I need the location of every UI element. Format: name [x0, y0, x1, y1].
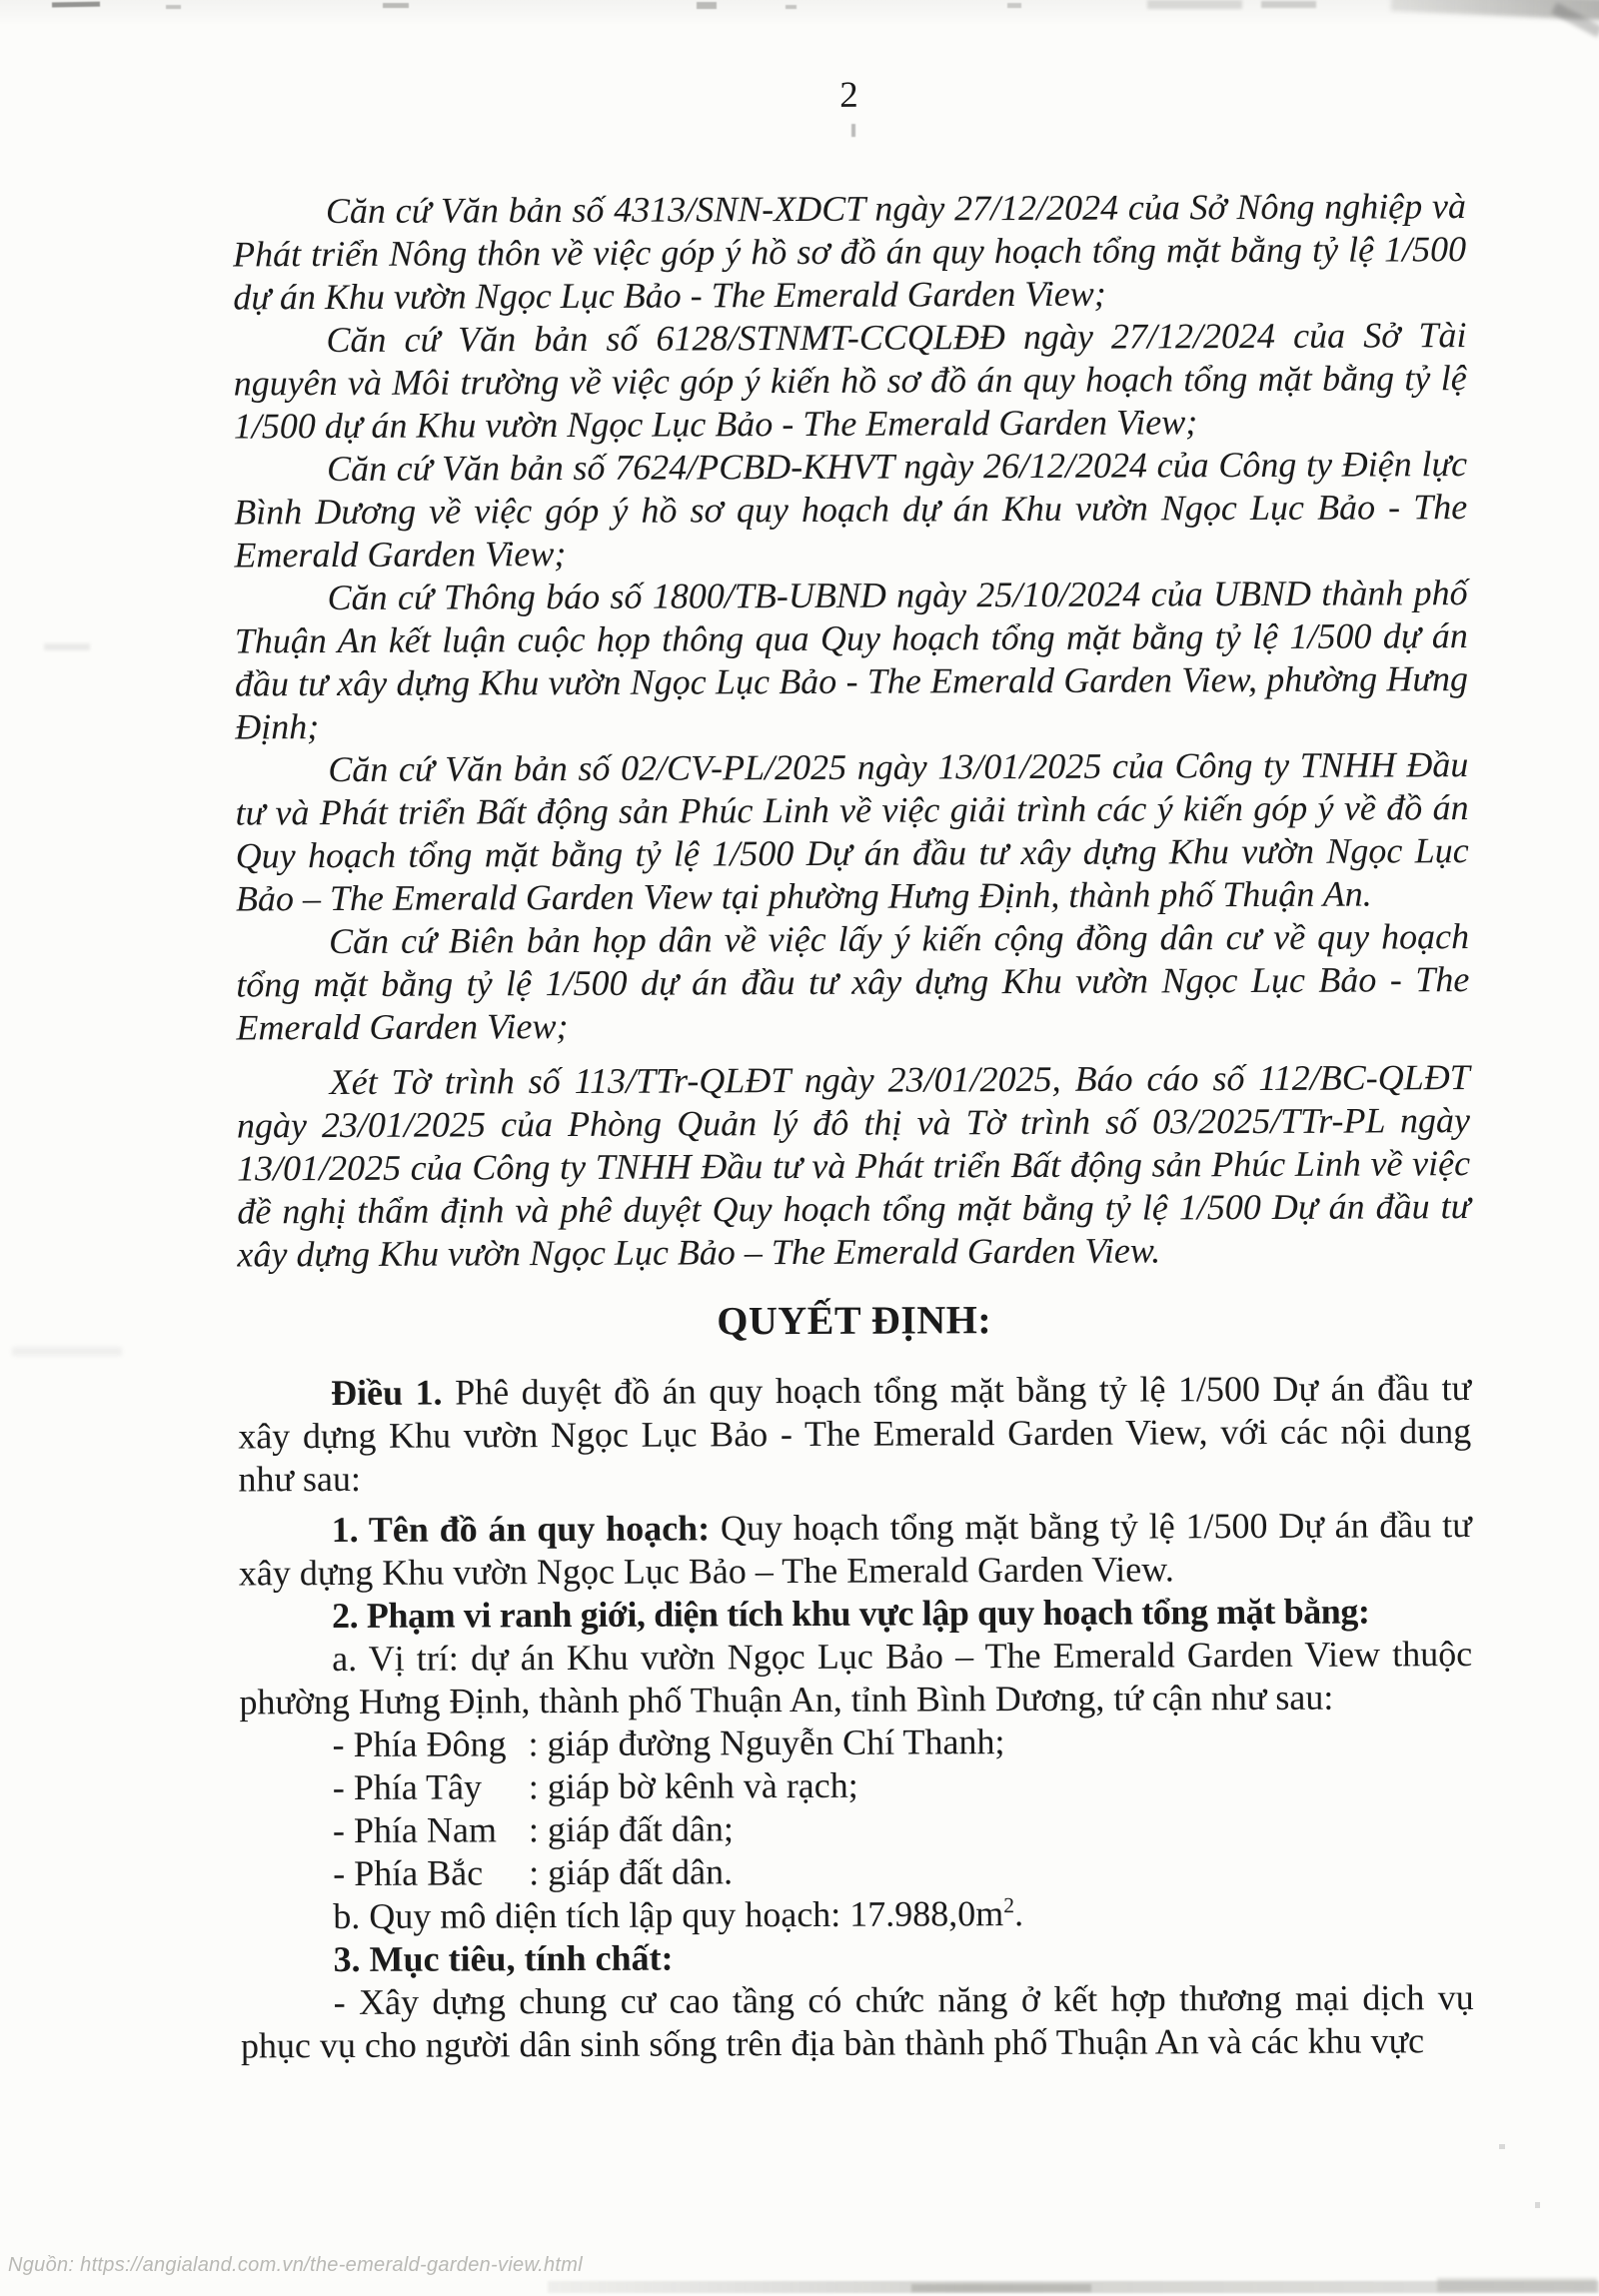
- article-1-text: Phê duyệt đồ án quy hoạch tổng mặt bằng tỷ lệ 1/500 Dự án đầu tư xây dựng Khu vườn Ngọc Lục Bảo - The Emerald Garden View, với các nội dung như sau:: [238, 1368, 1472, 1500]
- decision-heading: QUYẾT ĐỊNH:: [717, 1297, 992, 1344]
- boundary-value: : giáp đường Nguyễn Chí Thanh;: [528, 1722, 1005, 1764]
- area-text: b. Quy mô diện tích lập quy hoạch: 17.988,0m: [333, 1893, 1004, 1937]
- boundary-value: : giáp đất dân.: [529, 1851, 734, 1893]
- preamble-paragraph: Căn cứ Biên bản họp dân về việc lấy ý kiến cộng đồng dân cư về quy hoạch tổng mặt bằng tỷ lệ 1/500 dự án đầu tư xây dựng Khu vườn Ngọc Lục Bảo - The Emerald Garden View;: [236, 916, 1470, 1048]
- preamble-paragraph: Căn cứ Văn bản số 6128/STNMT-CCQLĐĐ ngày 27/12/2024 của Sở Tài nguyên và Môi trường về việc góp ý kiến hồ sơ đồ án quy hoạch tổng mặt bằng tỷ lệ 1/500 dự án Khu vườn Ngọc Lục Bảo - The Emerald Garden View;: [233, 315, 1467, 447]
- section-1-paragraph: [239, 1504, 1472, 1595]
- source-watermark: Nguồn: https://angialand.com.vn/the-emerald-garden-view.html: [8, 2254, 583, 2276]
- area-paragraph: [240, 1890, 1473, 1938]
- preamble-section: [233, 185, 1471, 1276]
- preamble-paragraph: Căn cứ Văn bản số 7624/PCBD-KHVT ngày 26/12/2024 của Công ty Điện lực Bình Dương về việc góp ý hồ sơ quy hoạch dự án Khu vườn Ngọc Lục Bảo - The Emerald Garden View;: [234, 444, 1468, 575]
- boundary-value: : giáp đất dân;: [528, 1808, 735, 1850]
- boundary-row-north: [240, 1847, 1473, 1895]
- article-1-paragraph: [238, 1367, 1472, 1501]
- document-body: [233, 185, 1474, 2067]
- objective-paragraph: - Xây dựng chung cư cao tầng có chức năng ở kết hợp thương mại dịch vụ phục vụ cho người dân sinh sống trên địa bàn thành phố Thuận An và các khu vực: [240, 1977, 1474, 2066]
- boundary-value: : giáp bờ kênh và rạch;: [528, 1764, 858, 1807]
- preamble-paragraph-xet-to-trinh: Xét Tờ trình số 113/TTr-QLĐT ngày 23/01/2025, Báo cáo số 112/BC-QLĐT ngày 23/01/2025 của Phòng Quản lý đô thị và Tờ trình số 03/2025/TTr-PL ngày 13/01/2025 của Công ty TNHH Đầu tư và Phát triển Bất động sản Phúc Linh về việc đề nghị thẩm định và phê duyệt Quy hoạch tổng mặt bằng tỷ lệ 1/500 Dự án đầu tư xây dựng Khu vườn Ngọc Lục Bảo – The Emerald Garden View.: [236, 1057, 1471, 1275]
- boundary-label: - Phía Tây: [332, 1766, 483, 1808]
- article-1-label: Điều 1.: [330, 1372, 443, 1414]
- area-period: .: [1013, 1893, 1024, 1934]
- boundary-row-west: [240, 1761, 1473, 1809]
- section-1-heading: 1. Tên đồ án quy hoạch:: [331, 1508, 711, 1551]
- section-1-text: Quy hoạch tổng mặt bằng tỷ lệ 1/500 Dự án đầu tư xây dựng Khu vườn Ngọc Lục Bảo – The Emerald Garden View.: [238, 1505, 1472, 1594]
- boundary-row-south: [240, 1804, 1473, 1852]
- boundary-row-east: [240, 1719, 1473, 1766]
- location-paragraph: a. Vị trí: dự án Khu vườn Ngọc Lục Bảo – The Emerald Garden View thuộc phường Hưng Định, thành phố Thuận An, tỉnh Bình Dương, tứ cận như sau:: [239, 1634, 1473, 1722]
- boundary-label: - Phía Bắc: [333, 1852, 484, 1894]
- boundary-label: - Phía Đông: [332, 1723, 507, 1765]
- page-number: 2: [839, 74, 858, 116]
- area-superscript: 2: [1003, 1893, 1015, 1918]
- preamble-paragraph: Căn cứ Văn bản số 4313/SNN-XDCT ngày 27/12/2024 của Sở Nông nghiệp và Phát triển Nông thôn về việc góp ý hồ sơ đồ án quy hoạch tổng mặt bằng tỷ lệ 1/500 dự án Khu vườn Ngọc Lục Bảo - The Emerald Garden View;: [233, 186, 1467, 318]
- preamble-paragraph: Căn cứ Thông báo số 1800/TB-UBND ngày 25/10/2024 của UBND thành phố Thuận An kết luận cuộc họp thông qua Quy hoạch tổng mặt bằng tỷ lệ 1/500 dự án đầu tư xây dựng Khu vườn Ngọc Lục Bảo - The Emerald Garden View, phường Hưng Định;: [234, 573, 1469, 747]
- section-3-heading-paragraph: [240, 1933, 1473, 1981]
- boundary-label: - Phía Nam: [332, 1809, 498, 1851]
- section-2-heading-paragraph: [239, 1590, 1472, 1638]
- section-2-heading: 2. Phạm vi ranh giới, diện tích khu vực lập quy hoạch tổng mặt bằng:: [331, 1591, 1370, 1637]
- section-3-heading: 3. Mục tiêu, tính chất:: [333, 1937, 674, 1980]
- preamble-paragraph: Căn cứ Văn bản số 02/CV-PL/2025 ngày 13/01/2025 của Công ty TNHH Đầu tư và Phát triển Bất động sản Phúc Linh về việc giải trình các ý kiến góp ý về đồ án Quy hoạch tổng mặt bằng tỷ lệ 1/500 Dự án đầu tư xây dựng Khu vườn Ngọc Lục Bảo – The Emerald Garden View tại phường Hưng Định, thành phố Thuận An.: [235, 744, 1469, 919]
